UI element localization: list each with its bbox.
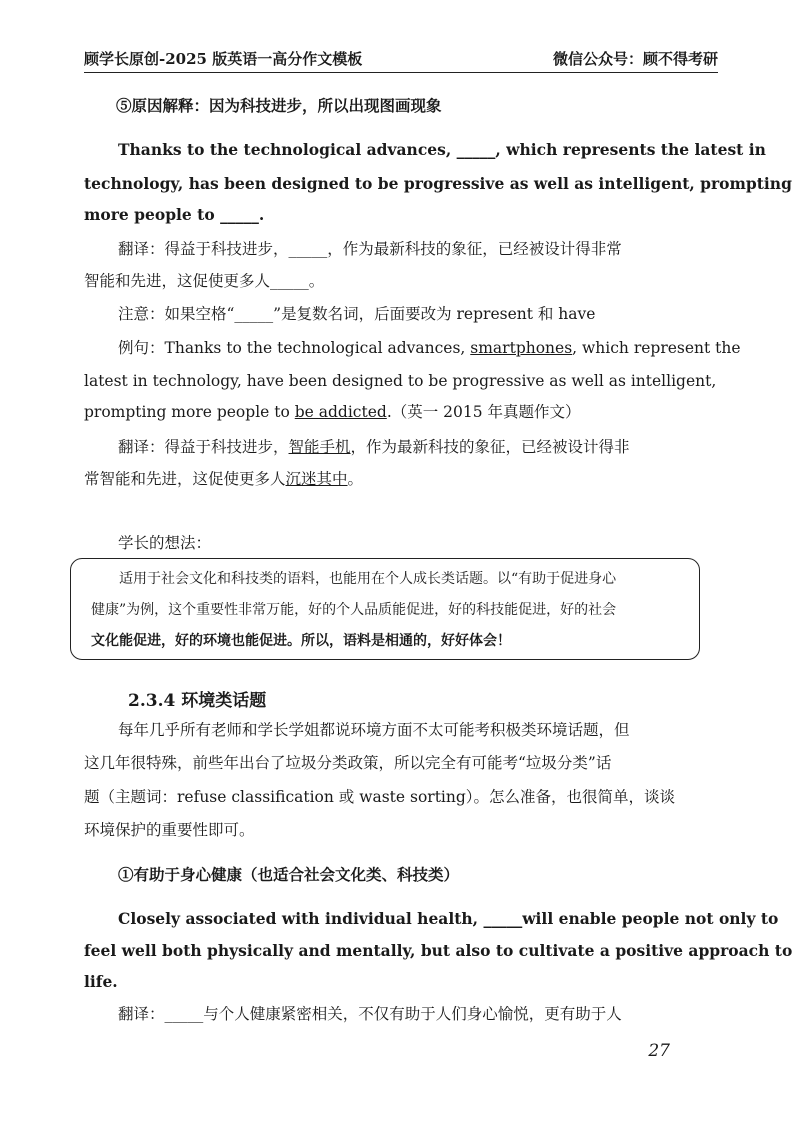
translation-text: ，作为最新科技的象征，已经被设计得非 [350,438,630,456]
sample-sentence-line3 [84,404,718,421]
health-translation-line1: 翻译：_____与个人健康紧密相关，不仅有助于人们身心愉悦，更有助于人 [118,1005,622,1023]
tip-line2: 健康”为例，这个重要性非常万能，好的个人品质能促进，好的科技能促进，好的社会 [91,602,617,618]
page-number: 27 [648,1041,670,1061]
note-line: 注意：如果空格“_____”是复数名词，后面要改为 represent 和 have [118,305,596,323]
example-en-line2: technology, has been designed to be progressive as well as intelligent, prompting [84,174,792,193]
section5-heading: ⑤原因解释：因为科技进步，所以出现图画现象 [116,96,442,115]
section-para-line3: 题（主题词：refuse classification 或 waste sorting）。怎么准备，也很简单，谈谈 [84,788,676,806]
health-en-line3: life. [84,972,118,991]
translation-underlined: 沉迷其中 [285,470,348,488]
section1-heading: ①有助于身心健康（也适合社会文化类、科技类） [118,865,460,884]
tip-line3: 文化能促进，好的环境也能促进。所以，语料是相通的，好好体会！ [91,633,511,649]
tip-box [70,558,700,660]
section-para-line1: 每年几乎所有老师和学长学姐都说环境方面不太可能考积极类环境话题，但 [118,721,630,739]
sample-sentence-line1 [118,340,752,357]
sample-sentence-line2: latest in technology, have been designed to be progressive as well as intelligent, [84,372,717,390]
translation-line1: 翻译：得益于科技进步，_____，作为最新科技的象征，已经被设计得非常 [118,240,622,258]
translation-line2: 智能和先进，这促使更多人_____。 [84,272,325,290]
section-title: 2.3.4 环境类话题 [128,691,267,711]
sample-underlined: be addicted [294,403,387,421]
health-en-line2: feel well both physically and mentally, but also to cultivate a positive approach to [84,941,793,960]
example-en-line1: Thanks to the technological advances, _____, which represents the latest in [118,140,766,159]
sample-translation-line2 [84,471,718,488]
header-title: 顾学长原创-2025 版英语一高分作文模板 [84,50,363,68]
sample-translation-line1 [118,439,752,456]
section-para-line4: 环境保护的重要性即可。 [84,821,255,839]
header-wechat: 微信公众号：顾不得考研 [552,50,718,68]
sample-underlined: smartphones [470,339,573,357]
sample-text: .（英一 2015 年真题作文） [386,403,581,421]
sample-text: , which represent the [572,339,741,357]
translation-text: 翻译：得益于科技进步， [118,438,289,456]
health-en-line1: Closely associated with individual health, _____will enable people not only to [118,909,779,928]
tip-line1: 适用于社会文化和科技类的语料，也能用在个人成长类话题。以“有助于促进身心 [119,571,617,587]
example-en-line3: more people to _____. [84,205,265,224]
sample-text: prompting more people to [84,403,295,421]
translation-text: 。 [347,470,364,488]
translation-underlined: 智能手机 [288,438,351,456]
section-para-line2: 这几年很特殊，前些年出台了垃圾分类政策，所以完全有可能考“垃圾分类”话 [84,754,612,772]
sample-text: 例句：Thanks to the technological advances, [118,339,471,357]
page-header [84,44,718,73]
translation-text: 常智能和先进，这促使更多人 [84,470,286,488]
tip-label: 学长的想法： [118,534,212,552]
